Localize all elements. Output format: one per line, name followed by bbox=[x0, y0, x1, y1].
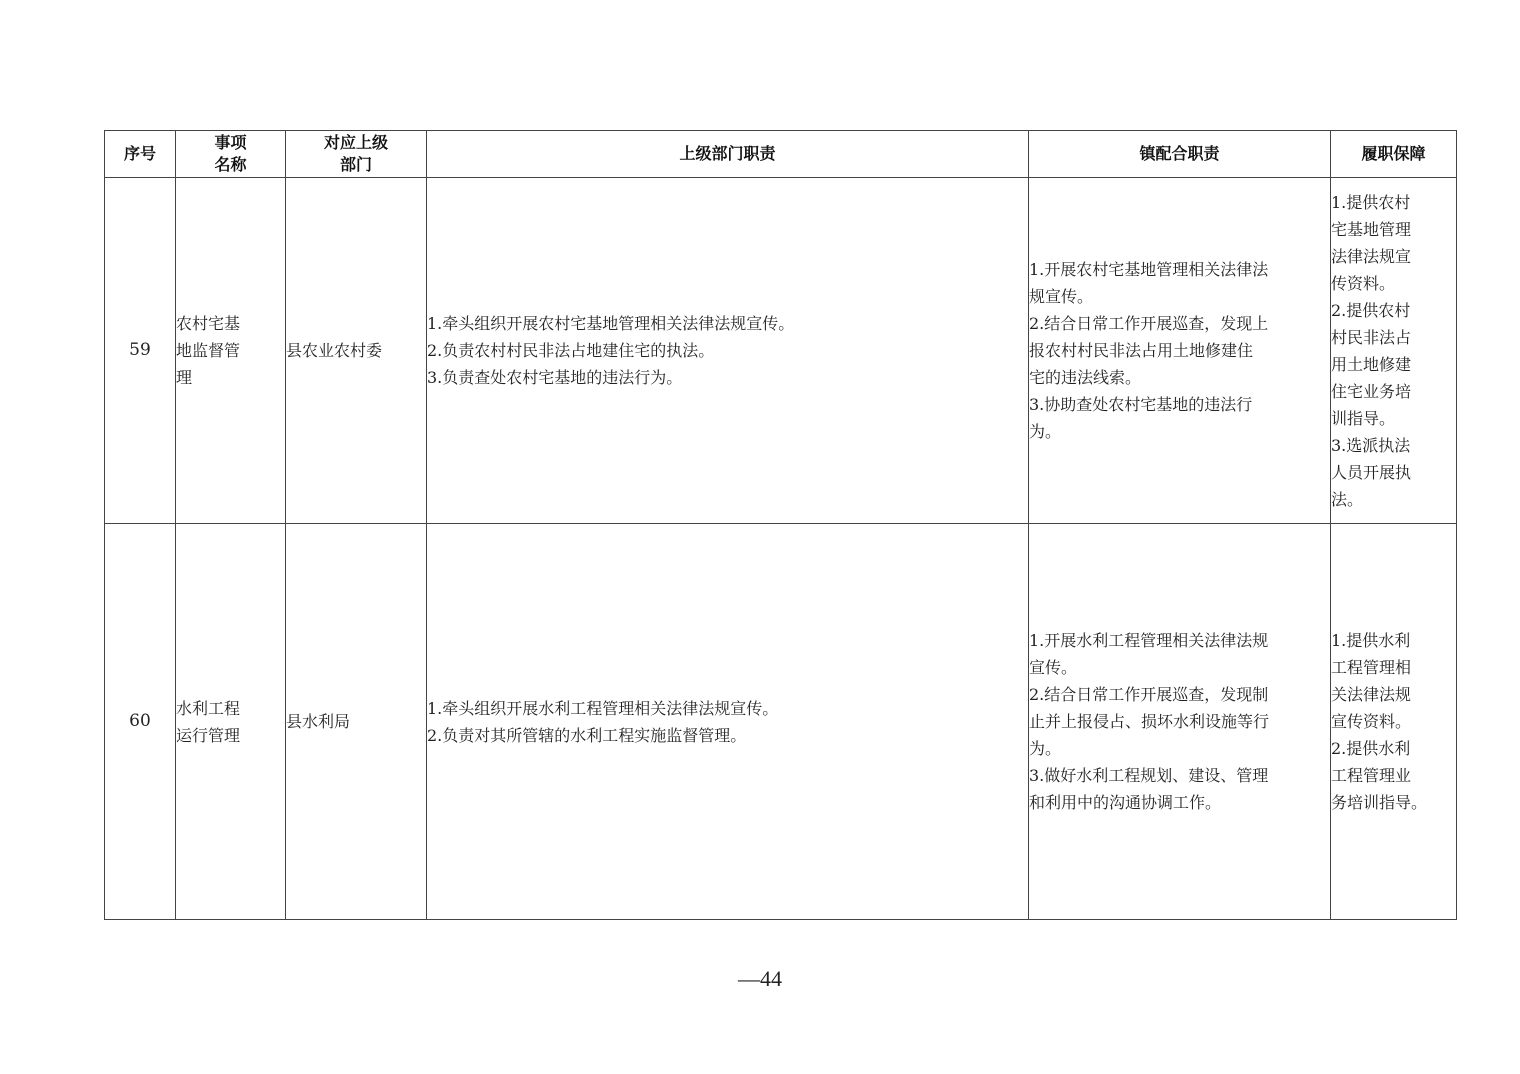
header-superior-dept-line: 部门 bbox=[339, 155, 372, 174]
page-number: —44 bbox=[738, 966, 782, 991]
town-duty-line: 为。 bbox=[1029, 739, 1062, 758]
table-row bbox=[105, 178, 1457, 524]
superior-duty-line: 1.牵头组织开展农村宅基地管理相关法律法规宣传。 bbox=[427, 314, 795, 333]
guarantee-line: 村民非法占 bbox=[1331, 327, 1412, 347]
row-item-name bbox=[176, 178, 286, 524]
superior-duty-line: 2.负责对其所管辖的水利工程实施监督管理。 bbox=[427, 725, 747, 745]
town-duty-line: 2.结合日常工作开展巡查，发现上 bbox=[1029, 314, 1269, 333]
town-duty-line: 3.做好水利工程规划、建设、管理 bbox=[1029, 766, 1269, 785]
town-duty-line: 为。 bbox=[1029, 422, 1062, 441]
guarantee-line: 用土地修建 bbox=[1331, 354, 1412, 374]
row-superior-dept: 县农业农村委 bbox=[286, 178, 427, 524]
row-seq: 59 bbox=[105, 178, 176, 524]
row-item-name bbox=[176, 524, 286, 920]
town-duty-line: 和利用中的沟通协调工作。 bbox=[1029, 793, 1222, 812]
town-duty-line: 止并上报侵占、损坏水利设施等行 bbox=[1029, 712, 1270, 731]
row-town-duty bbox=[1029, 178, 1331, 524]
header-guarantee: 履职保障 bbox=[1331, 131, 1457, 178]
town-duty-line: 宅的违法线索。 bbox=[1029, 368, 1142, 387]
town-duty-line: 报农村村民非法占用土地修建住 bbox=[1029, 341, 1254, 360]
town-duty-line: 宣传。 bbox=[1029, 658, 1078, 677]
row-town-duty bbox=[1029, 524, 1331, 920]
header-superior-dept bbox=[286, 131, 427, 178]
superior-duty-line: 3.负责查处农村宅基地的违法行为。 bbox=[427, 368, 683, 387]
guarantee-line: 关法律法规 bbox=[1331, 685, 1412, 704]
town-duty-line: 3.协助查处农村宅基地的违法行 bbox=[1029, 395, 1253, 414]
header-superior-dept-line: 对应上级 bbox=[323, 133, 388, 152]
guarantee-line: 工程管理业 bbox=[1331, 766, 1412, 785]
guarantee-line: 训指导。 bbox=[1331, 408, 1396, 428]
guarantee-line: 2.提供农村 bbox=[1331, 300, 1411, 320]
guarantee-line: 宣传资料。 bbox=[1331, 712, 1412, 731]
guarantee-line: 1.提供农村 bbox=[1331, 192, 1411, 212]
superior-duty-line: 2.负责农村村民非法占地建住宅的执法。 bbox=[427, 341, 715, 360]
header-item-name bbox=[176, 131, 286, 178]
guarantee-line: 住宅业务培 bbox=[1331, 381, 1412, 401]
duty-table bbox=[104, 130, 1457, 920]
table-row bbox=[105, 524, 1457, 920]
row-guarantee bbox=[1331, 524, 1457, 920]
guarantee-line: 法律法规宣 bbox=[1331, 246, 1412, 266]
guarantee-line: 人员开展执 bbox=[1331, 462, 1412, 482]
header-item-name-line: 事项 bbox=[214, 133, 247, 152]
guarantee-line: 务培训指导。 bbox=[1331, 793, 1428, 812]
header-item-name-line: 名称 bbox=[214, 155, 247, 174]
town-duty-line: 规宣传。 bbox=[1029, 287, 1094, 306]
town-duty-line: 1.开展水利工程管理相关法律法规 bbox=[1029, 631, 1269, 650]
guarantee-line: 法。 bbox=[1331, 489, 1364, 509]
header-town-duty: 镇配合职责 bbox=[1029, 131, 1331, 178]
superior-duty-line: 1.牵头组织开展水利工程管理相关法律法规宣传。 bbox=[427, 698, 779, 718]
header-seq: 序号 bbox=[105, 131, 176, 178]
town-duty-line: 1.开展农村宅基地管理相关法律法 bbox=[1029, 260, 1269, 279]
guarantee-line: 宅基地管理 bbox=[1331, 219, 1412, 239]
row-guarantee bbox=[1331, 178, 1457, 524]
item-name-line: 农村宅基 bbox=[176, 314, 241, 333]
item-name-line: 理 bbox=[176, 368, 193, 387]
guarantee-line: 工程管理相 bbox=[1331, 658, 1412, 677]
header-row bbox=[105, 131, 1457, 178]
row-superior-dept: 县水利局 bbox=[286, 524, 427, 920]
guarantee-line: 传资料。 bbox=[1331, 273, 1396, 293]
item-name-line: 运行管理 bbox=[176, 725, 241, 745]
row-superior-duty bbox=[427, 178, 1029, 524]
item-name-line: 地监督管 bbox=[176, 341, 241, 360]
row-superior-duty bbox=[427, 524, 1029, 920]
guarantee-line: 1.提供水利 bbox=[1331, 631, 1411, 650]
guarantee-line: 2.提供水利 bbox=[1331, 739, 1411, 758]
town-duty-line: 2.结合日常工作开展巡查，发现制 bbox=[1029, 685, 1269, 704]
item-name-line: 水利工程 bbox=[176, 698, 241, 718]
header-superior-duty: 上级部门职责 bbox=[427, 131, 1029, 178]
guarantee-line: 3.选派执法 bbox=[1331, 435, 1411, 455]
row-seq: 60 bbox=[105, 524, 176, 920]
